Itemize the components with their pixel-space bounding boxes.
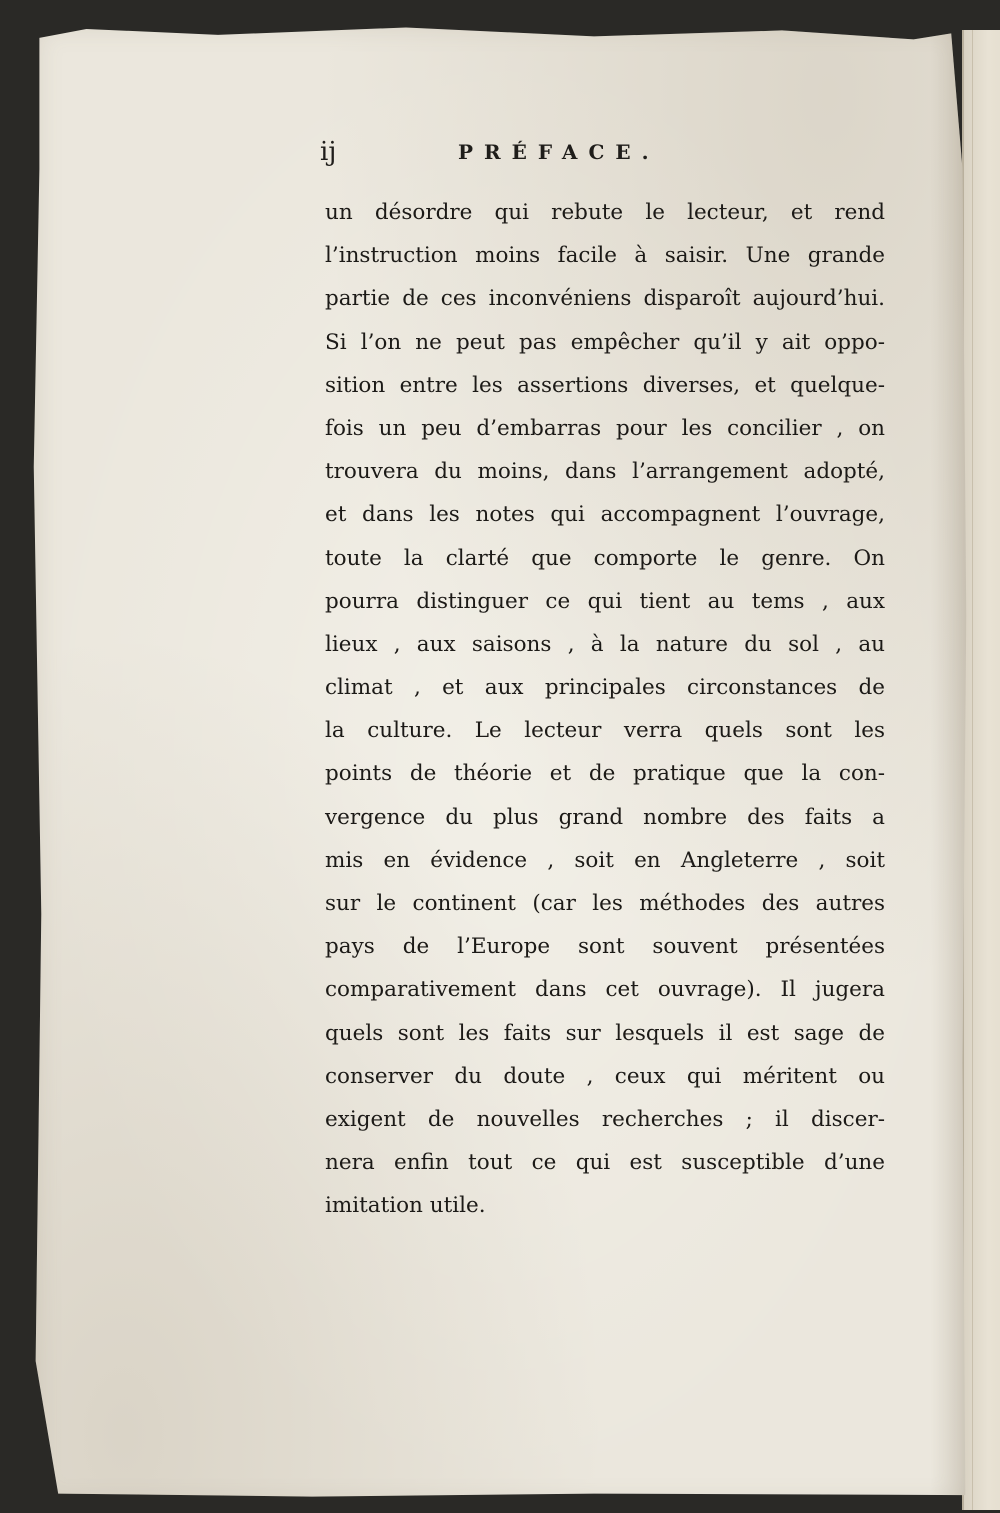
body-text <box>325 191 885 1228</box>
text-line: Si l’on ne peut pas empêcher qu’il y ait oppo- <box>325 329 885 355</box>
adjacent-page-edge <box>962 30 1000 1510</box>
text-line: sur le continent (car les méthodes des autres <box>325 891 885 916</box>
text-line: nera enfin tout ce qui est susceptible d’une <box>325 1150 885 1176</box>
text-line: toute la clarté que comporte le genre. On <box>325 545 885 571</box>
text-line: exigent de nouvelles recherches ; il discer- <box>325 1106 885 1132</box>
text-line: conserver du doute , ceux qui méritent ou <box>325 1063 885 1089</box>
text-line: quels sont les faits sur lesquels il est sage de <box>325 1020 885 1046</box>
text-line: un désordre qui rebute le lecteur, et rend <box>325 200 885 225</box>
text-line: climat , et aux principales circonstances de <box>325 675 885 701</box>
text-line: pays de l’Europe sont souvent présentées <box>325 934 885 960</box>
text-line: comparativement dans cet ouvrage). Il jugera <box>325 977 885 1003</box>
text-line: trouvera du moins, dans l’arrangement adopté, <box>325 459 885 485</box>
text-line: vergence du plus grand nombre des faits a <box>325 804 885 830</box>
text-line: fois un peu d’embarras pour les concilier , on <box>325 415 885 441</box>
text-line: pourra distinguer ce qui tient au tems , aux <box>325 588 885 614</box>
text-line: partie de ces inconvéniens disparoît aujourd’hui. <box>325 286 885 312</box>
text-line: sition entre les assertions diverses, et quelque- <box>325 372 885 398</box>
text-line: l’instruction moins facile à saisir. Une grande <box>325 243 885 269</box>
text-line: mis en évidence , soit en Angleterre , soit <box>325 847 885 873</box>
text-line: points de théorie et de pratique que la con- <box>325 761 885 787</box>
text-line: lieux , aux saisons , à la nature du sol , au <box>325 631 885 657</box>
text-line-last: imitation utile. <box>325 1193 486 1219</box>
page-header <box>320 137 880 177</box>
text-line: la culture. Le lecteur verra quels sont les <box>325 718 885 744</box>
running-title: PRÉFACE. <box>458 140 660 164</box>
text-line: et dans les notes qui accompagnent l’ouvrage, <box>325 502 885 528</box>
page-number: ij <box>320 137 337 167</box>
